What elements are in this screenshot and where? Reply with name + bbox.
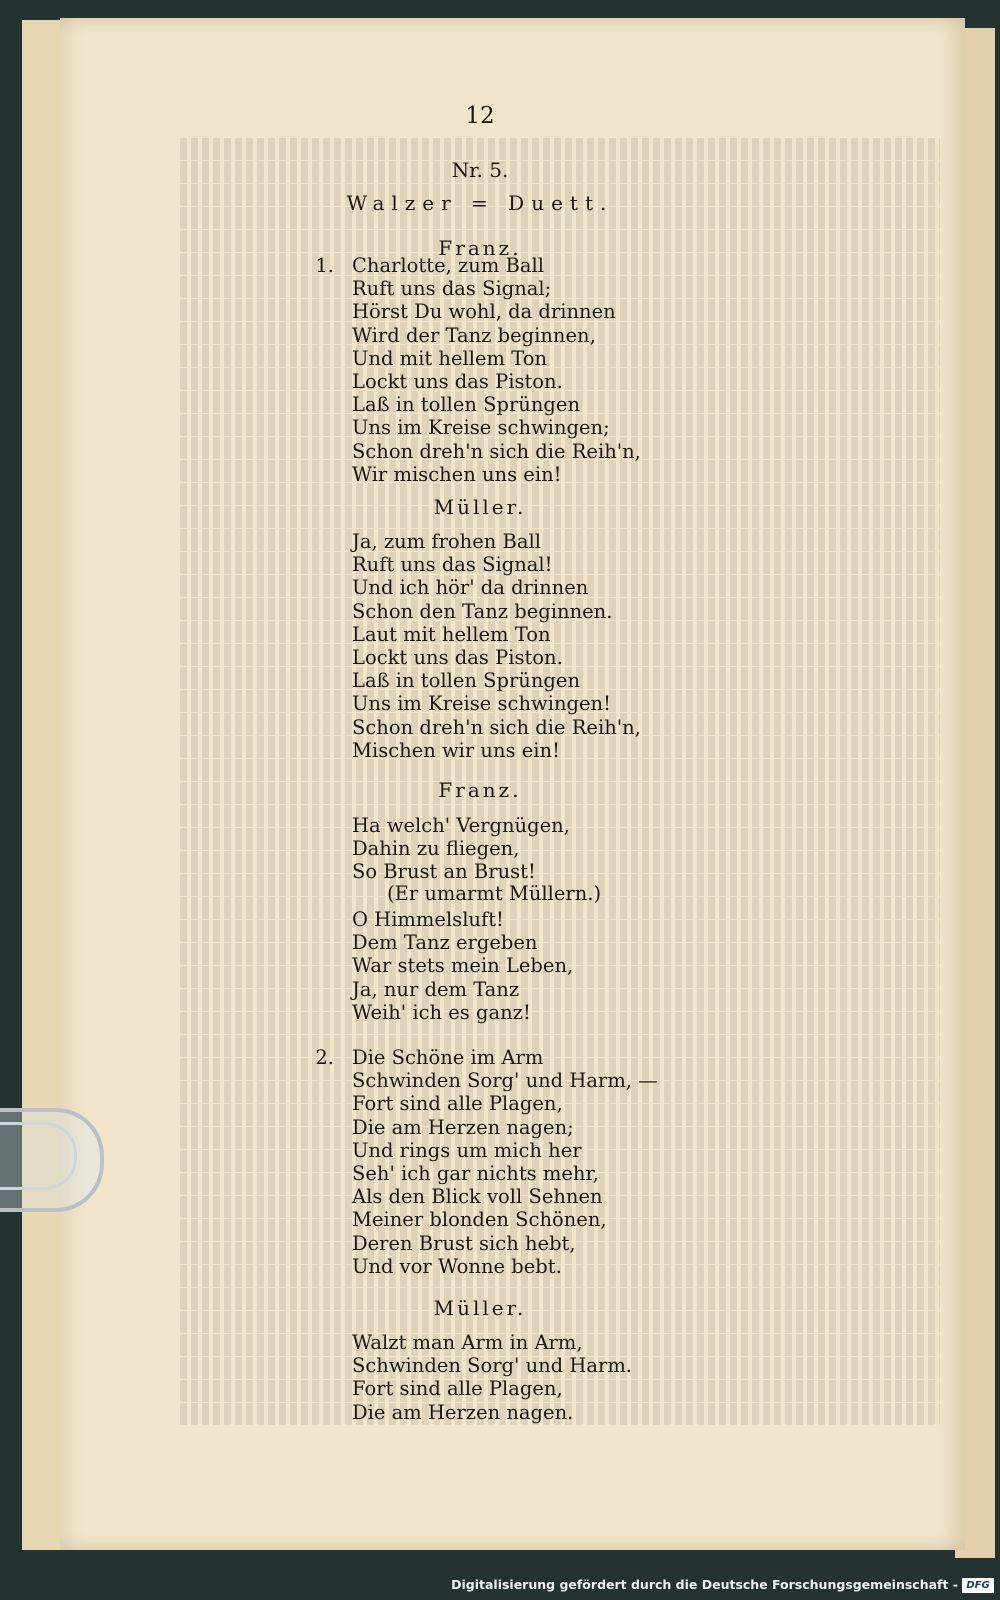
speaker-mueller-1: Müller. bbox=[433, 495, 527, 519]
speaker-franz-1: Franz. bbox=[438, 236, 522, 260]
verse-stanza-2 bbox=[315, 1046, 658, 1278]
speaker-franz-2: Franz. bbox=[438, 778, 522, 802]
dfg-logo-icon: DFG bbox=[962, 1578, 994, 1593]
verse-line: Dahin zu fliegen, bbox=[352, 837, 520, 861]
verse-line: Die am Herzen nagen; bbox=[352, 1115, 574, 1139]
verse-mueller-1 bbox=[352, 530, 641, 762]
verse-line: Deren Brust sich hebt, bbox=[352, 1231, 576, 1255]
verse-line: Fort sind alle Plagen, bbox=[352, 1377, 563, 1401]
book-page bbox=[60, 18, 965, 1550]
verse-line: Schon den Tanz beginnen. bbox=[352, 599, 613, 623]
speaker-mueller-2: Müller. bbox=[433, 1296, 527, 1320]
verse-line: Uns im Kreise schwingen; bbox=[352, 416, 610, 440]
verse-line: Wird der Tanz beginnen, bbox=[352, 323, 596, 347]
stanza-number-2: 2. bbox=[315, 1046, 334, 1069]
verse-line: Charlotte, zum Ball bbox=[352, 254, 544, 277]
verse-line: Laß in tollen Sprüngen bbox=[352, 669, 581, 693]
verse-line: Lockt uns das Piston. bbox=[352, 370, 563, 394]
verse-line: Die Schöne im Arm bbox=[352, 1046, 544, 1069]
verse-line: O Himmelsluft! bbox=[352, 908, 504, 931]
verse-line: Und rings um mich her bbox=[352, 1138, 582, 1162]
verse-line: Hörst Du wohl, da drinnen bbox=[352, 300, 616, 324]
verse-line: Die am Herzen nagen. bbox=[352, 1400, 574, 1424]
verse-line: War stets mein Leben, bbox=[352, 954, 574, 978]
footer-bar bbox=[0, 1573, 1000, 1600]
verse-line: Fort sind alle Plagen, bbox=[352, 1092, 563, 1116]
verse-line: Seh' ich gar nichts mehr, bbox=[352, 1162, 599, 1186]
number-heading: Nr. 5. bbox=[451, 158, 509, 182]
verse-line: Ruft uns das Signal! bbox=[352, 553, 553, 577]
verse-line: Ruft uns das Signal; bbox=[352, 277, 552, 301]
verse-line: Lockt uns das Piston. bbox=[352, 646, 563, 670]
verse-line: Wir mischen uns ein! bbox=[352, 462, 562, 486]
verse-line: Ja, nur dem Tanz bbox=[352, 977, 520, 1001]
stanza-number-1: 1. bbox=[315, 254, 334, 277]
stage-direction: (Er umarmt Müllern.) bbox=[387, 882, 602, 905]
verse-line: Schwinden Sorg' und Harm. bbox=[352, 1354, 633, 1378]
verse-line: Meiner blonden Schönen, bbox=[352, 1208, 607, 1232]
verse-franz-2a bbox=[352, 814, 570, 884]
verse-line: Laut mit hellem Ton bbox=[352, 622, 551, 646]
verse-line: Als den Blick voll Sehnen bbox=[352, 1185, 603, 1209]
verse-line: Ha welch' Vergnügen, bbox=[352, 814, 570, 837]
verse-line: Laß in tollen Sprüngen bbox=[352, 393, 581, 417]
verse-line: Uns im Kreise schwingen! bbox=[352, 692, 611, 716]
page-text bbox=[60, 18, 965, 1550]
verse-line: So Brust an Brust! bbox=[352, 860, 536, 884]
book-edge-left bbox=[22, 20, 63, 1550]
verse-line: Schon dreh'n sich die Reih'n, bbox=[352, 439, 641, 463]
verse-line: Und vor Wonne bebt. bbox=[352, 1254, 562, 1278]
verse-franz-2b bbox=[352, 908, 573, 1024]
verse-line: Und ich hör' da drinnen bbox=[352, 576, 589, 600]
verse-line: Walzt man Arm in Arm, bbox=[352, 1331, 583, 1354]
verse-line: Schon dreh'n sich die Reih'n, bbox=[352, 715, 641, 739]
verse-line: Ja, zum frohen Ball bbox=[352, 530, 541, 553]
footer-text: Digitalisierung gefördert durch die Deutsche Forschungsgemeinschaft - bbox=[451, 1577, 958, 1592]
piece-title: Walzer = Duett. bbox=[346, 191, 614, 215]
verse-line: Mischen wir uns ein! bbox=[352, 738, 560, 762]
verse-franz-1 bbox=[315, 254, 641, 486]
verse-line: Und mit hellem Ton bbox=[352, 346, 548, 370]
verse-line: Dem Tanz ergeben bbox=[352, 931, 538, 955]
verse-mueller-2 bbox=[352, 1331, 632, 1424]
verse-line: Weih' ich es ganz! bbox=[352, 1000, 531, 1024]
verse-line: Schwinden Sorg' und Harm, — bbox=[352, 1069, 658, 1093]
page-clip-inner bbox=[0, 1122, 77, 1190]
page-number: 12 bbox=[465, 103, 495, 129]
